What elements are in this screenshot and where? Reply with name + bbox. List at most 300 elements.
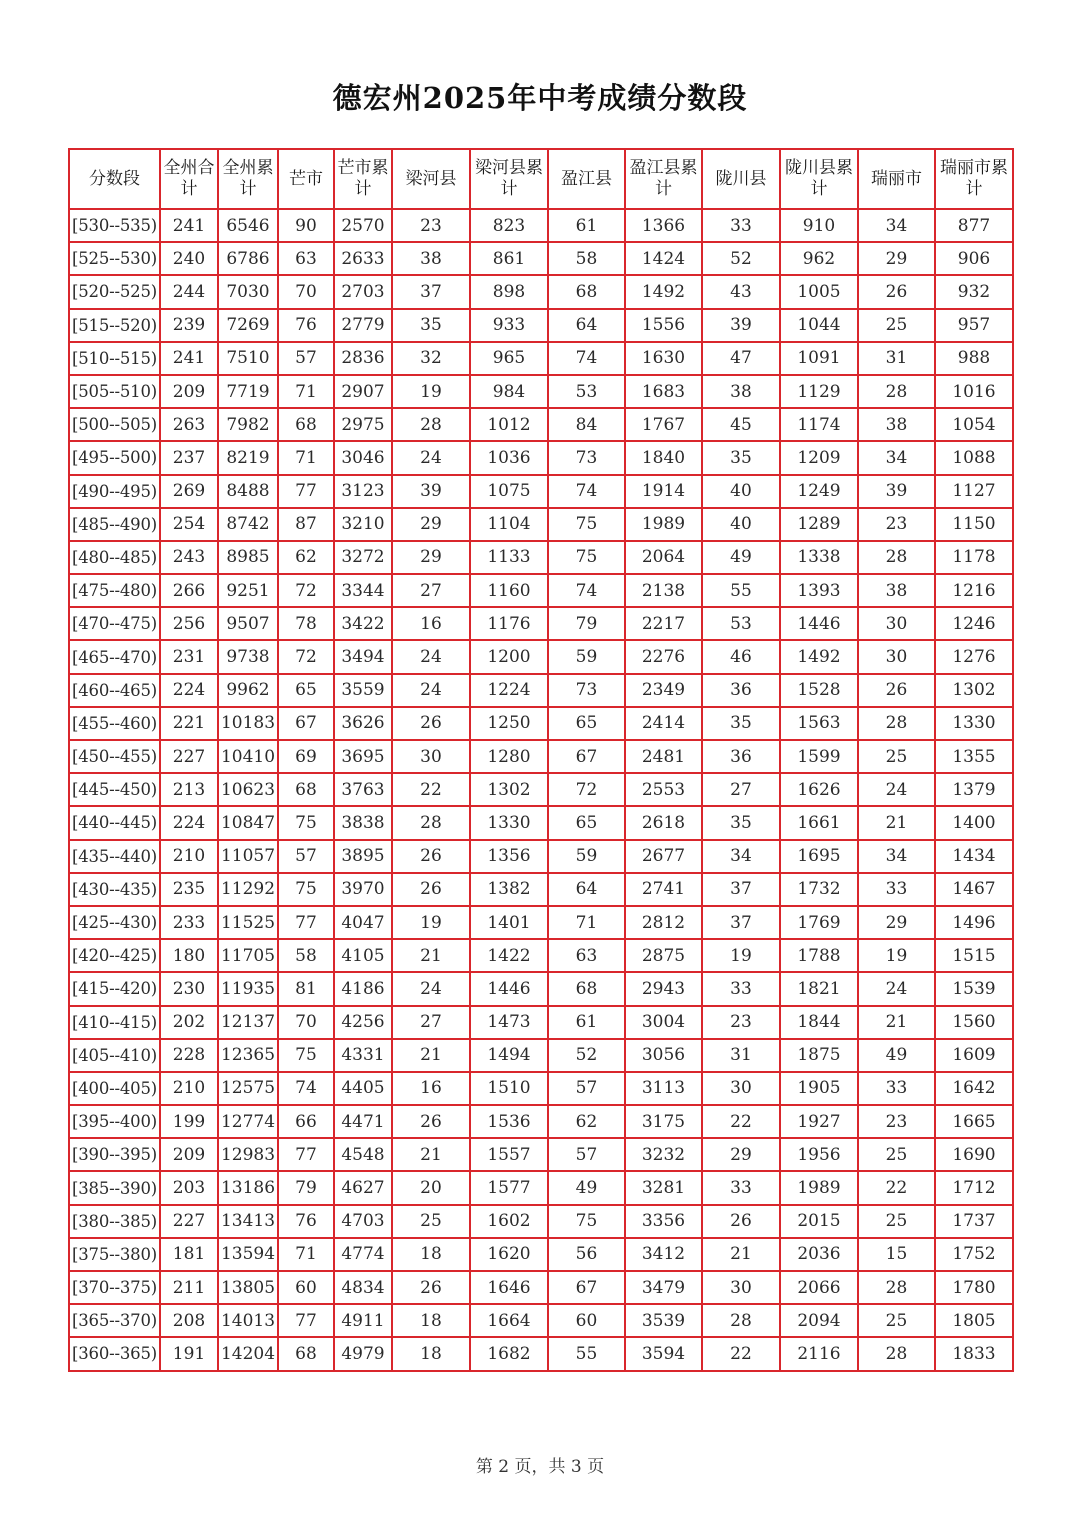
table-row [69,1205,1013,1238]
table-cell: 231 [160,640,218,673]
table-cell: 30 [392,740,470,773]
table-cell: 55 [702,574,780,607]
table-cell: 25 [858,1205,935,1238]
table-cell: 75 [278,1039,334,1072]
table-cell: 68 [278,773,334,806]
table-cell: 26 [392,707,470,740]
table-cell: 1510 [470,1072,548,1105]
table-cell: 3422 [334,607,392,640]
table-cell: 1927 [780,1105,858,1138]
table-cell: 898 [470,275,548,308]
table-cell: 1016 [935,375,1013,408]
table-cell: 2812 [625,906,702,939]
table-cell: 77 [278,1304,334,1337]
table-cell: 2066 [780,1271,858,1304]
score-range-cell: [425--430) [69,906,160,939]
table-cell: 1682 [470,1337,548,1370]
table-cell: 74 [278,1072,334,1105]
table-cell: 52 [548,1039,625,1072]
table-cell: 28 [392,806,470,839]
table-cell: 4548 [334,1138,392,1171]
table-cell: 2015 [780,1205,858,1238]
table-cell: 3344 [334,574,392,607]
score-range-cell: [395--400) [69,1105,160,1138]
table-cell: 35 [392,309,470,342]
table-cell: 1467 [935,873,1013,906]
table-cell: 1088 [935,441,1013,474]
column-header: 盈江县 [548,149,625,209]
table-cell: 1330 [935,707,1013,740]
table-cell: 256 [160,607,218,640]
table-cell: 1494 [470,1039,548,1072]
table-cell: 1732 [780,873,858,906]
table-cell: 37 [702,873,780,906]
table-cell: 25 [392,1205,470,1238]
table-cell: 62 [548,1105,625,1138]
column-header: 梁河县累计 [470,149,548,209]
table-cell: 241 [160,342,218,375]
table-cell: 962 [780,242,858,275]
table-cell: 1434 [935,840,1013,873]
table-cell: 28 [858,375,935,408]
table-cell: 1821 [780,972,858,1005]
table-cell: 29 [392,508,470,541]
table-cell: 11525 [218,906,278,939]
table-row [69,773,1013,806]
table-cell: 71 [278,1238,334,1271]
table-row [69,1171,1013,1204]
table-cell: 211 [160,1271,218,1304]
table-cell: 1536 [470,1105,548,1138]
table-row [69,441,1013,474]
table-cell: 16 [392,607,470,640]
table-cell: 12575 [218,1072,278,1105]
table-cell: 1246 [935,607,1013,640]
table-cell: 1276 [935,640,1013,673]
table-cell: 71 [278,375,334,408]
table-cell: 4105 [334,939,392,972]
table-cell: 37 [702,906,780,939]
table-cell: 13413 [218,1205,278,1238]
table-cell: 21 [702,1238,780,1271]
table-cell: 233 [160,906,218,939]
score-range-cell: [450--455) [69,740,160,773]
table-cell: 31 [702,1039,780,1072]
table-cell: 1012 [470,408,548,441]
table-cell: 3175 [625,1105,702,1138]
table-cell: 3970 [334,873,392,906]
table-cell: 823 [470,209,548,242]
table-cell: 1249 [780,475,858,508]
table-cell: 3412 [625,1238,702,1271]
table-cell: 1492 [780,640,858,673]
table-cell: 3838 [334,806,392,839]
table-cell: 39 [858,475,935,508]
table-cell: 24 [858,773,935,806]
score-range-cell: [375--380) [69,1238,160,1271]
table-cell: 1683 [625,375,702,408]
table-cell: 49 [858,1039,935,1072]
table-cell: 1005 [780,275,858,308]
table-cell: 1224 [470,674,548,707]
table-cell: 65 [548,806,625,839]
table-cell: 254 [160,508,218,541]
table-cell: 4047 [334,906,392,939]
table-cell: 23 [858,1105,935,1138]
table-cell: 1556 [625,309,702,342]
table-cell: 72 [548,773,625,806]
table-cell: 1091 [780,342,858,375]
table-cell: 202 [160,1006,218,1039]
table-cell: 21 [392,1138,470,1171]
table-cell: 2907 [334,375,392,408]
table-cell: 1393 [780,574,858,607]
table-cell: 1302 [935,674,1013,707]
table-row [69,342,1013,375]
table-cell: 34 [858,840,935,873]
table-row [69,1006,1013,1039]
table-cell: 4774 [334,1238,392,1271]
table-cell: 1875 [780,1039,858,1072]
table-row [69,607,1013,640]
table-cell: 37 [392,275,470,308]
score-range-cell: [430--435) [69,873,160,906]
table-cell: 1129 [780,375,858,408]
score-range-cell: [405--410) [69,1039,160,1072]
table-cell: 1646 [470,1271,548,1304]
table-cell: 67 [548,1271,625,1304]
score-range-cell: [380--385) [69,1205,160,1238]
table-row [69,1072,1013,1105]
table-cell: 1752 [935,1238,1013,1271]
table-cell: 10623 [218,773,278,806]
table-cell: 1200 [470,640,548,673]
table-cell: 199 [160,1105,218,1138]
table-cell: 230 [160,972,218,1005]
table-cell: 2349 [625,674,702,707]
table-cell: 224 [160,674,218,707]
table-cell: 1401 [470,906,548,939]
table-cell: 2094 [780,1304,858,1337]
table-cell: 3559 [334,674,392,707]
table-cell: 55 [548,1337,625,1370]
table-cell: 861 [470,242,548,275]
table-cell: 69 [278,740,334,773]
table-cell: 1626 [780,773,858,806]
table-cell: 76 [278,1205,334,1238]
table-cell: 19 [702,939,780,972]
table-cell: 2779 [334,309,392,342]
table-cell: 28 [858,707,935,740]
table-cell: 210 [160,840,218,873]
table-cell: 877 [935,209,1013,242]
table-cell: 72 [278,574,334,607]
table-cell: 221 [160,707,218,740]
table-row [69,873,1013,906]
table-cell: 26 [392,1271,470,1304]
score-range-cell: [490--495) [69,475,160,508]
table-row [69,375,1013,408]
table-cell: 9251 [218,574,278,607]
table-cell: 19 [392,906,470,939]
table-cell: 1905 [780,1072,858,1105]
table-cell: 29 [392,541,470,574]
table-cell: 3479 [625,1271,702,1304]
table-cell: 64 [548,873,625,906]
table-cell: 3594 [625,1337,702,1370]
table-cell: 1664 [470,1304,548,1337]
table-cell: 35 [702,707,780,740]
table-cell: 227 [160,740,218,773]
table-cell: 11705 [218,939,278,972]
table-cell: 45 [702,408,780,441]
table-cell: 46 [702,640,780,673]
table-cell: 2116 [780,1337,858,1370]
table-cell: 9507 [218,607,278,640]
table-cell: 21 [392,939,470,972]
score-range-cell: [460--465) [69,674,160,707]
table-cell: 26 [858,275,935,308]
table-cell: 87 [278,508,334,541]
table-cell: 2276 [625,640,702,673]
table-cell: 38 [858,574,935,607]
table-cell: 4405 [334,1072,392,1105]
table-cell: 2064 [625,541,702,574]
table-cell: 988 [935,342,1013,375]
column-header: 芒市 [278,149,334,209]
score-range-cell: [455--460) [69,707,160,740]
table-cell: 1338 [780,541,858,574]
score-range-cell: [440--445) [69,806,160,839]
table-cell: 1174 [780,408,858,441]
table-cell: 4471 [334,1105,392,1138]
table-cell: 62 [278,541,334,574]
table-cell: 1844 [780,1006,858,1039]
score-range-cell: [370--375) [69,1271,160,1304]
table-cell: 56 [548,1238,625,1271]
table-cell: 1528 [780,674,858,707]
table-cell: 75 [548,1205,625,1238]
column-header: 陇川县 [702,149,780,209]
table-cell: 1424 [625,242,702,275]
table-cell: 53 [702,607,780,640]
score-range-cell: [420--425) [69,939,160,972]
table-row [69,408,1013,441]
table-cell: 24 [392,640,470,673]
table-cell: 237 [160,441,218,474]
table-cell: 1769 [780,906,858,939]
table-cell: 58 [548,242,625,275]
table-cell: 4627 [334,1171,392,1204]
table-cell: 13594 [218,1238,278,1271]
table-cell: 1330 [470,806,548,839]
table-cell: 1780 [935,1271,1013,1304]
table-cell: 1356 [470,840,548,873]
table-cell: 2138 [625,574,702,607]
table-cell: 3494 [334,640,392,673]
table-cell: 73 [548,674,625,707]
table-cell: 3539 [625,1304,702,1337]
score-range-cell: [385--390) [69,1171,160,1204]
table-cell: 38 [392,242,470,275]
column-header: 陇川县累计 [780,149,858,209]
table-cell: 71 [548,906,625,939]
table-row [69,1271,1013,1304]
table-row [69,1238,1013,1271]
table-cell: 12774 [218,1105,278,1138]
table-cell: 8488 [218,475,278,508]
table-cell: 57 [548,1138,625,1171]
table-cell: 66 [278,1105,334,1138]
table-cell: 7510 [218,342,278,375]
table-cell: 1496 [935,906,1013,939]
table-cell: 35 [702,806,780,839]
table-row [69,209,1013,242]
table-row [69,906,1013,939]
table-cell: 3123 [334,475,392,508]
table-cell: 1577 [470,1171,548,1204]
table-cell: 14204 [218,1337,278,1370]
score-range-cell: [400--405) [69,1072,160,1105]
table-cell: 266 [160,574,218,607]
table-cell: 4256 [334,1006,392,1039]
table-cell: 33 [702,1171,780,1204]
table-cell: 3895 [334,840,392,873]
table-row [69,674,1013,707]
table-row [69,1105,1013,1138]
table-cell: 1446 [780,607,858,640]
table-cell: 33 [702,972,780,1005]
table-cell: 984 [470,375,548,408]
table-cell: 1560 [935,1006,1013,1039]
table-cell: 241 [160,209,218,242]
table-cell: 2703 [334,275,392,308]
column-header: 瑞丽市累计 [935,149,1013,209]
table-cell: 1712 [935,1171,1013,1204]
column-header: 瑞丽市 [858,149,935,209]
table-row [69,806,1013,839]
table-cell: 9738 [218,640,278,673]
table-row [69,840,1013,873]
table-cell: 209 [160,375,218,408]
table-cell: 24 [392,674,470,707]
table-cell: 1914 [625,475,702,508]
table-cell: 75 [278,806,334,839]
table-cell: 13805 [218,1271,278,1304]
table-cell: 12365 [218,1039,278,1072]
table-cell: 8985 [218,541,278,574]
score-range-cell: [515--520) [69,309,160,342]
table-cell: 906 [935,242,1013,275]
table-cell: 1956 [780,1138,858,1171]
table-cell: 2618 [625,806,702,839]
table-cell: 10847 [218,806,278,839]
table-cell: 2217 [625,607,702,640]
table-cell: 77 [278,906,334,939]
table-cell: 28 [858,1337,935,1370]
table-row [69,640,1013,673]
table-cell: 20 [392,1171,470,1204]
table-cell: 30 [702,1271,780,1304]
table-cell: 1178 [935,541,1013,574]
column-header: 芒市累计 [334,149,392,209]
score-range-cell: [525--530) [69,242,160,275]
table-cell: 43 [702,275,780,308]
table-cell: 59 [548,840,625,873]
table-cell: 28 [858,1271,935,1304]
table-cell: 18 [392,1304,470,1337]
table-cell: 67 [278,707,334,740]
table-row [69,1039,1013,1072]
table-cell: 213 [160,773,218,806]
table-cell: 2633 [334,242,392,275]
table-cell: 71 [278,441,334,474]
table-cell: 39 [702,309,780,342]
table-cell: 1176 [470,607,548,640]
table-cell: 77 [278,475,334,508]
score-range-cell: [495--500) [69,441,160,474]
table-cell: 79 [278,1171,334,1204]
table-cell: 78 [278,607,334,640]
table-cell: 35 [702,441,780,474]
table-cell: 1737 [935,1205,1013,1238]
table-cell: 1767 [625,408,702,441]
table-cell: 1209 [780,441,858,474]
score-range-cell: [530--535) [69,209,160,242]
table-cell: 8742 [218,508,278,541]
table-cell: 4186 [334,972,392,1005]
table-cell: 2414 [625,707,702,740]
table-cell: 243 [160,541,218,574]
table-cell: 1250 [470,707,548,740]
table-cell: 18 [392,1238,470,1271]
table-cell: 1150 [935,508,1013,541]
table-cell: 228 [160,1039,218,1072]
table-cell: 1989 [780,1171,858,1204]
table-cell: 52 [702,242,780,275]
table-cell: 1473 [470,1006,548,1039]
table-cell: 68 [548,972,625,1005]
table-row [69,707,1013,740]
table-cell: 47 [702,342,780,375]
table-cell: 1366 [625,209,702,242]
table-cell: 910 [780,209,858,242]
table-cell: 10410 [218,740,278,773]
table-cell: 2741 [625,873,702,906]
table-cell: 12137 [218,1006,278,1039]
table-cell: 27 [702,773,780,806]
score-range-cell: [505--510) [69,375,160,408]
table-cell: 65 [548,707,625,740]
table-cell: 29 [858,906,935,939]
table-cell: 1044 [780,309,858,342]
table-cell: 180 [160,939,218,972]
table-cell: 12983 [218,1138,278,1171]
table-cell: 3695 [334,740,392,773]
table-cell: 23 [702,1006,780,1039]
table-cell: 7982 [218,408,278,441]
table-cell: 4979 [334,1337,392,1370]
table-cell: 3232 [625,1138,702,1171]
table-cell: 18 [392,1337,470,1370]
table-cell: 75 [548,541,625,574]
table-cell: 210 [160,1072,218,1105]
table-cell: 1665 [935,1105,1013,1138]
table-cell: 24 [392,441,470,474]
table-cell: 2036 [780,1238,858,1271]
column-header: 盈江县累计 [625,149,702,209]
table-cell: 29 [858,242,935,275]
